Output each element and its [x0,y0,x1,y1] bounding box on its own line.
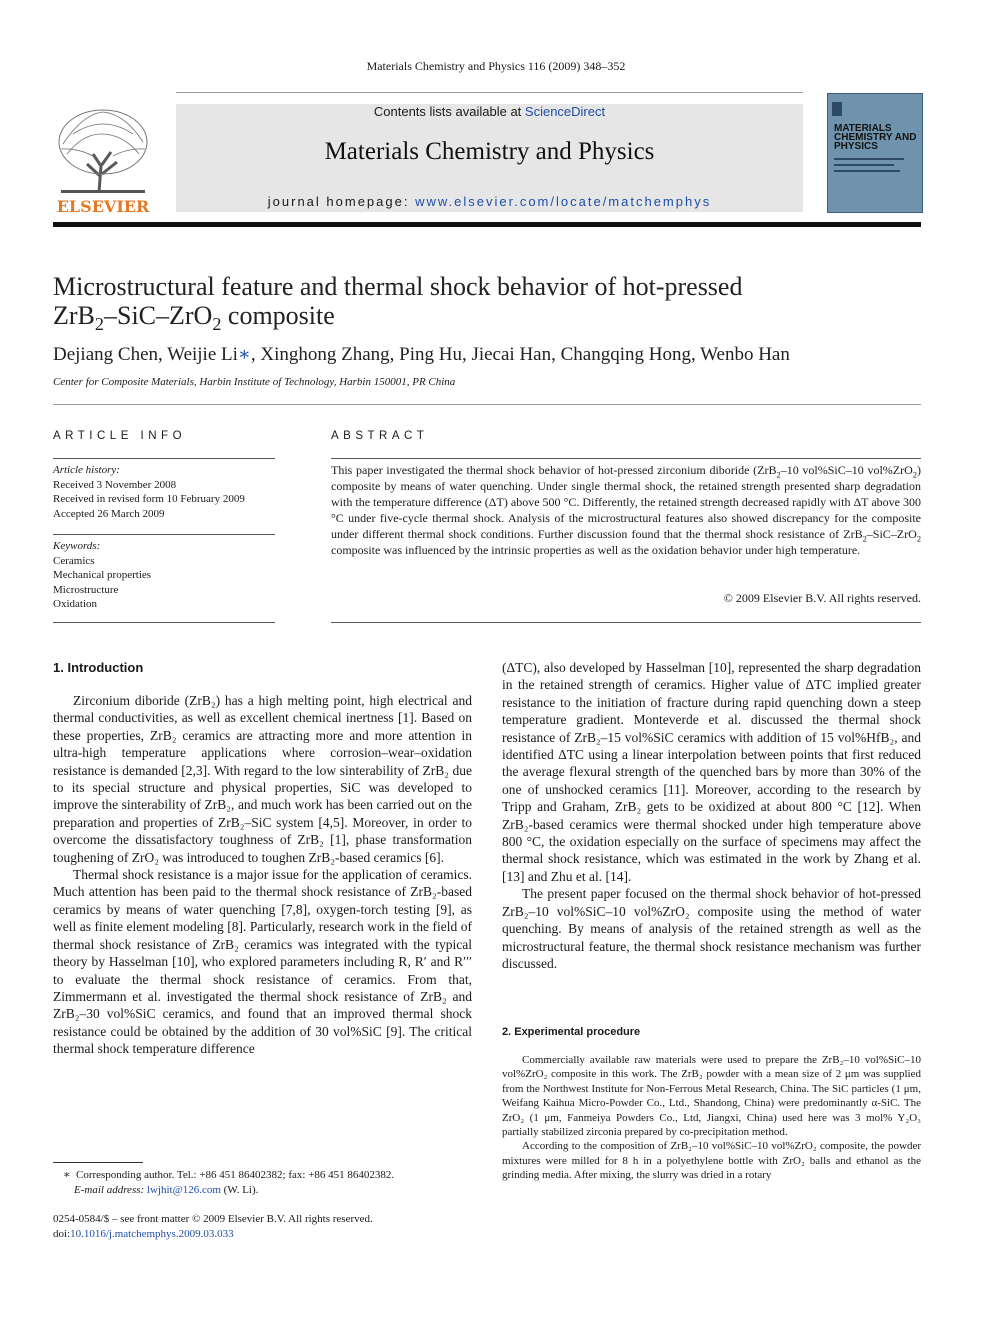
corresponding-footnote [53,1168,472,1197]
cover-line-icon [834,170,900,172]
abstract-heading: ABSTRACT [331,430,429,442]
top-rule [176,92,803,93]
intro-paragraph: (ΔTC), also developed by Hasselman [10], represented the sharp degradation in the retained strength of ceramics. Higher value of ΔTC implied greater resistance to the initiation of fracture during rapid quenching down a steep temperature gradient. Monteverde et al. discussed the thermal shock resistance of ZrB₂–15 vol%SiC ceramics with addition of 15 vol%HfB₂, and identified ΔTC using a linear interpolation between points that first reduced the average flexural strength of the quenched bars by more than 30% of the one of unshocked ceramics [11]. Moreover, according to the research by Tripp and Graham, ZrB₂ gets to be oxidized at about 800 °C [12]. When ZrB₂-based ceramics were thermal shocked under high temperature above 800 °C, the oxidation especially on the surface of specimens may affect the thermal shock resistance, which was estimated in the work by Zhang et al. [13] and Zhu et al. [14]. [502,660,921,884]
keywords-label: Keywords: [53,540,101,552]
footnote-star: ∗ [63,1169,71,1181]
keyword: Ceramics [53,554,95,567]
homepage-link[interactable]: www.elsevier.com/locate/matchemphys [415,194,712,209]
cover-emblem-icon [832,102,842,116]
header-thick-rule [53,222,921,227]
affiliation: Center for Composite Materials, Harbin Institute of Technology, Harbin 150001, PR China [53,376,456,388]
info-rule [53,534,275,535]
cover-line-icon [834,164,894,166]
intro-paragraph: Zirconium diboride (ZrB₂) has a high melting point, high electrical and thermal conductivities, as well as excellent chemical inertness [1]. Based on these properties, ZrB₂ ceramics are attracting more and more attention in ultra-high temperature applications where corrosion–wear–oxidation resistance is demanded [2,3]. With regard to the low sinterability of ZrB₂ due to its special structure and physical properties, SiC was developed to improve the sinterability of ZrB₂, and much work has been carried out on the preparation and properties of ZrB₂–SiC system [4,5]. Moreover, in order to overcome the dissatisfactory toughness of ZrB₂ [1], phase transformation toughening of ZrO₂ was introduced to toughen ZrB₂-based ceramics [6]. [53,693,472,865]
history-accepted: Accepted 26 March 2009 [53,507,165,520]
article-title [53,272,913,335]
contents-prefix: Contents lists available at [373,104,525,119]
email-label: E-mail address: [74,1183,145,1196]
front-matter [53,1212,472,1241]
body-column-left [53,692,472,1058]
journal-banner [176,104,803,212]
history-label: Article history: [53,464,120,476]
homepage-line [176,194,803,209]
author-list [53,343,913,366]
info-rule [53,622,275,623]
footnote-rule [53,1162,143,1163]
article-history [53,463,275,521]
keyword: Oxidation [53,598,97,610]
issn-line: 0254-0584/$ – see front matter © 2009 Elsevier B.V. All rights reserved. [53,1213,373,1225]
experimental-paragraph: According to the composition of ZrB₂–10 vol%SiC–10 vol%ZrO₂ composite, the powder mixtures were milled for 8 h in a polyethylene bottle with ZrO₂ balls and ethanol as the grinding media. After mixing, the slurry was dried in a rotary [502,1140,921,1182]
info-rule [53,458,275,459]
cover-line-icon [834,158,904,160]
journal-cover-thumbnail[interactable] [827,93,923,213]
history-revised: Received in revised form 10 February 2009 [53,493,245,505]
keyword: Mechanical properties [53,569,152,581]
publisher-wordmark: ELSEVIER [56,197,150,216]
history-received: Received 3 November 2008 [53,478,177,491]
intro-paragraph: The present paper focused on the thermal shock behavior of hot-pressed ZrB₂–10 vol%SiC–10 vol%ZrO₂ composite using the method of water quenching. By means of analysis of the retained strength as well as the microstructural feature, the thermal shock resistance mechanism was further discussed. [502,886,921,971]
abstract-copyright: © 2009 Elsevier B.V. All rights reserved. [723,591,921,605]
email-link[interactable]: lwjhit@126.com [146,1183,221,1196]
sciencedirect-link[interactable]: ScienceDirect [524,104,606,119]
contents-line [176,104,803,119]
elsevier-tree-icon [53,104,153,216]
section-heading-experimental: 2. Experimental procedure [502,1026,641,1038]
section-heading-introduction: 1. Introduction [53,660,144,675]
experimental-text [502,1053,921,1183]
doi-prefix: doi: [53,1227,71,1240]
body-column-right [502,659,921,972]
abstract-text: This paper investigated the thermal shock behavior of hot-pressed zirconium diboride (ZrB$_2$–10 vol%SiC–10 vol%ZrO$_2$) composite by means of water quenching. Under single thermal shock, the retained strength presented sharp degradation with the temperature difference (ΔT) above 500 °C. Differently, the retained strength decreased rapidly with ΔT above 300 °C under five-cycle thermal shock. Analysis of the microstructural features also showed discrepancy for the composite under different thermal shock conditions. Further discussion found that the thermal shock resistance of ZrB$_2$–SiC–ZrO$_2$ composite was influenced by the intrinsic properties as well as the oxidation behavior under high temperature. [331,463,921,557]
homepage-prefix: journal homepage: [267,194,416,209]
affiliation-rule [53,404,921,405]
authors-rest: , Xinghong Zhang, Ping Hu, Jiecai Han, Changqing Hong, Wenbo Han [250,344,790,365]
title-line-2: ZrB$_2$–SiC–ZrO$_2$ composite [53,301,335,335]
abstract-rule [331,622,921,623]
abstract-rule [331,458,921,459]
keyword: Microstructure [53,583,119,596]
cover-title: MATERIALS CHEMISTRY AND PHYSICS [834,123,917,152]
keywords [53,539,275,612]
footnote-corresponding: Corresponding author. Tel.: +86 451 86402382; fax: +86 451 86402382. [75,1169,395,1181]
journal-title: Materials Chemistry and Physics [324,138,655,165]
email-suffix: (W. Li). [220,1183,259,1196]
corresponding-author-mark[interactable]: ∗ [237,344,251,365]
running-header: Materials Chemistry and Physics 116 (2009) 348–352 [366,59,626,73]
intro-paragraph: Thermal shock resistance is a major issue for the application of ceramics. Much attention has been paid to the thermal shock resistance of ZrB₂-based ceramics by means of water quenching [7,8], oxygen-torch testing [9], as well as finite element modeling [8]. Particularly, research work in the field of thermal shock resistance of ZrB₂ ceramics was integrated with the typical theory by Hasselman [10], who explored parameters including R, R′ and R′′′ to evaluate the thermal shock resistance of ceramics. From that, Zimmermann et al. investigated the thermal shock resistance of ZrB₂ and ZrB₂–30 vol%SiC ceramics, and found that an improved thermal shock resistance could be obtained by the addition of 30 vol%SiC [9]. The critical thermal shock temperature difference [53,867,472,1057]
article-info-heading: ARTICLE INFO [53,430,187,442]
title-line-1: Microstructural feature and thermal shock behavior of hot-pressed [53,272,743,301]
doi-link[interactable]: 10.1016/j.matchemphys.2009.03.033 [70,1227,234,1240]
experimental-paragraph: Commercially available raw materials were used to prepare the ZrB₂–10 vol%SiC–10 vol%ZrO₂ composite in this work. The ZrB₂ powder with a mean size of 2 μm was supplied from the Northwest Institute for Non-Ferrous Metal Research, China. The SiC particles (1 μm, Weifang Kaihua Micro-Powder Co., Ltd., Shandong, China) were predominantly α-SiC. The ZrO₂ (1 μm, Fanmeiya Powders Co., Ltd, Jiangxi, China) used here was 3 mol% Y₂O₃ partially stabilized zirconia prepared by co-precipitation method. [502,1054,921,1139]
elsevier-logo[interactable] [53,104,153,216]
authors-first: Dejiang Chen, Weijie Li [53,344,238,365]
